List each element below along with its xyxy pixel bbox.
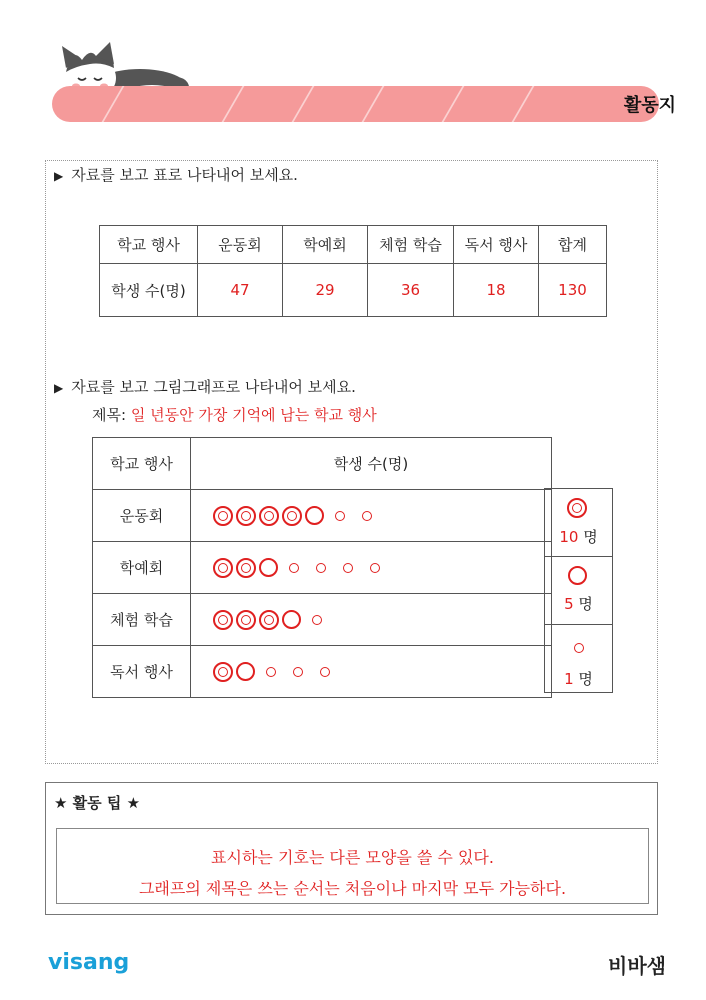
double-circle-icon [236, 506, 256, 526]
table-header-cell: 학교 행사 [100, 226, 198, 264]
double-circle-icon [213, 506, 233, 526]
graph-title: 제목: 일 년동안 가장 기억에 남는 학교 행사 [92, 406, 377, 424]
header-banner [52, 86, 659, 122]
table-header-cell: 독서 행사 [454, 226, 539, 264]
double-circle-icon [259, 506, 279, 526]
circle-icon [236, 662, 255, 681]
graph-legend [544, 488, 613, 693]
table-row [100, 264, 607, 317]
instruction-2: ▶ 자료를 보고 그림그래프로 나타내어 보세요. [54, 378, 356, 396]
table-header-cell: 학예회 [283, 226, 368, 264]
table-cell: 18 [454, 264, 539, 317]
circle-icon [282, 610, 301, 629]
graph-row [93, 542, 552, 594]
double-circle-icon [213, 558, 233, 578]
table-header-row [100, 226, 607, 264]
small-circle-icon [316, 563, 326, 573]
graph-row-symbols [191, 646, 552, 698]
graph-header-count: 학생 수(명) [191, 438, 552, 490]
double-circle-icon [259, 610, 279, 630]
double-circle-icon [213, 662, 233, 682]
table-header-cell: 합계 [539, 226, 607, 264]
small-circle-icon [289, 563, 299, 573]
circle-icon [305, 506, 324, 525]
graph-row-event: 학예회 [93, 542, 191, 594]
graph-header-row [93, 438, 552, 490]
page-title: 활동지 [623, 95, 676, 116]
table-cell: 29 [283, 264, 368, 317]
graph-row-event: 독서 행사 [93, 646, 191, 698]
legend-item-5: 5 명 [544, 557, 613, 625]
graph-row [93, 594, 552, 646]
table-cell: 47 [198, 264, 283, 317]
vivasam-logo: 비바샘 [608, 954, 666, 978]
small-circle-icon [343, 563, 353, 573]
circle-icon [568, 566, 587, 585]
tips-content [56, 828, 649, 904]
data-table [99, 225, 607, 317]
small-circle-icon [312, 615, 322, 625]
table-row-label: 학생 수(명) [100, 264, 198, 317]
tip-line: 그래프의 제목은 쓰는 순서는 처음이나 마지막 모두 가능하다. [138, 879, 567, 898]
graph-row-event: 체험 학습 [93, 594, 191, 646]
visang-logo: visang [48, 950, 130, 975]
tip-line: 표시하는 기호는 다른 모양을 쓸 수 있다. [211, 848, 494, 867]
table-cell: 130 [539, 264, 607, 317]
circle-icon [259, 558, 278, 577]
table-header-cell: 체험 학습 [368, 226, 454, 264]
triangle-bullet-icon: ▶ [54, 169, 64, 183]
legend-item-10: 10 명 [544, 488, 613, 557]
small-circle-icon [335, 511, 345, 521]
triangle-bullet-icon: ▶ [54, 381, 64, 395]
graph-row-symbols [191, 490, 552, 542]
graph-row [93, 646, 552, 698]
small-circle-icon [362, 511, 372, 521]
table-header-cell: 운동회 [198, 226, 283, 264]
graph-row-symbols [191, 542, 552, 594]
double-circle-icon [213, 610, 233, 630]
graph-row [93, 490, 552, 542]
graph-header-event: 학교 행사 [93, 438, 191, 490]
table-cell: 36 [368, 264, 454, 317]
picture-graph [92, 437, 552, 698]
small-circle-icon [293, 667, 303, 677]
legend-item-1: 1 명 [544, 625, 613, 693]
double-circle-icon [236, 610, 256, 630]
tips-title: ★ 활동 팁 ★ [54, 794, 141, 812]
graph-row-event: 운동회 [93, 490, 191, 542]
small-circle-icon [574, 643, 584, 653]
small-circle-icon [266, 667, 276, 677]
double-circle-icon [236, 558, 256, 578]
graph-row-symbols [191, 594, 552, 646]
instruction-1: ▶ 자료를 보고 표로 나타내어 보세요. [54, 166, 298, 184]
double-circle-icon [282, 506, 302, 526]
small-circle-icon [370, 563, 380, 573]
small-circle-icon [320, 667, 330, 677]
double-circle-icon [567, 498, 587, 518]
